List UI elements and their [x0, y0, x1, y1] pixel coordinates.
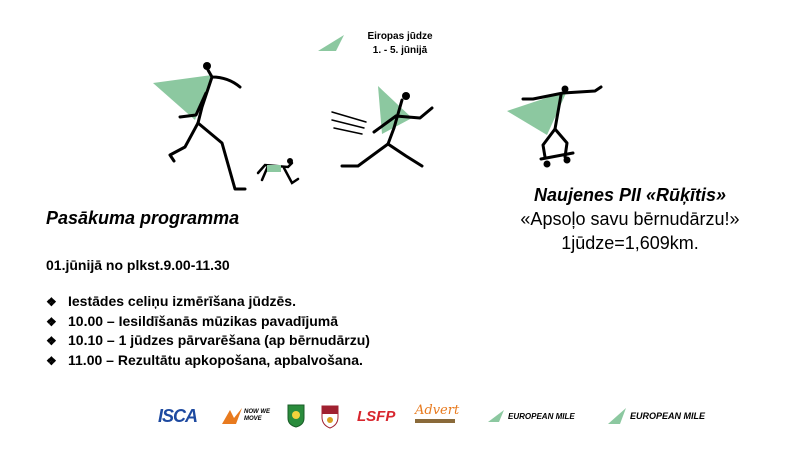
european-mile-logo-text: EUROPEAN MILE	[630, 411, 706, 421]
municipality-coat-of-arms	[287, 403, 305, 429]
diamond-bullet-icon: ❖	[46, 295, 57, 309]
european-mile-triangle-icon	[316, 33, 346, 53]
diamond-bullet-icon: ❖	[46, 314, 57, 329]
list-item	[46, 331, 370, 351]
isca-logo-text: ISCA	[158, 405, 198, 426]
runner-with-dog-illustration	[150, 55, 305, 195]
european-mile-logo-2	[607, 403, 705, 429]
program-list	[46, 292, 370, 370]
latvia-coat-of-arms	[318, 403, 342, 429]
event-title-line2: 1. - 5. jūnijā	[372, 45, 428, 56]
list-item	[46, 351, 370, 371]
european-mile-logo-text: EUROPEAN MILE	[508, 411, 575, 421]
list-item-text: 10.00 – Iesildīšanās mūzikas pavadījumā	[68, 312, 339, 329]
program-date-line: 01.jūnijā no plkst.9.00-11.30	[46, 257, 230, 273]
advert-logo	[415, 403, 459, 429]
european-mile-triangle-icon	[607, 407, 627, 425]
lsfp-logo	[357, 403, 395, 429]
list-item-text: Iestādes celiņu izmērīšana jūdzēs.	[68, 293, 296, 309]
kindergarten-block	[480, 183, 780, 255]
advert-underline	[415, 419, 455, 423]
now-we-move-mark-icon	[222, 408, 242, 424]
list-item	[46, 312, 370, 332]
latvia-crest-icon	[318, 403, 342, 429]
kindergarten-name: Naujenes PII «Rūķītis»	[533, 185, 727, 205]
list-item-text: 10.10 – 1 jūdzes pārvarēšana (ap bērnudārzu)	[68, 332, 370, 348]
isca-logo	[158, 403, 197, 429]
now-we-move-logo-text: NOW WE MOVE	[244, 409, 270, 422]
sprinter-illustration	[330, 82, 445, 174]
diamond-bullet-icon: ❖	[46, 353, 57, 368]
list-item	[46, 292, 370, 312]
coat-of-arms-shield-icon	[287, 404, 305, 428]
european-mile-triangle-icon	[487, 409, 505, 423]
european-mile-logo-1	[487, 403, 575, 429]
mile-conversion: 1jūdze=1,609km.	[561, 233, 699, 253]
kindergarten-slogan: «Apsoļo savu bērnudārzu!»	[520, 209, 740, 229]
lsfp-logo-text: LSFP	[357, 407, 396, 425]
skateboarder-illustration	[505, 85, 615, 175]
list-item-text: 11.00 – Rezultātu apkopošana, apbalvošana.	[68, 351, 363, 368]
event-title	[345, 30, 455, 58]
now-we-move-logo	[222, 403, 278, 429]
program-heading: Pasākuma programma	[46, 208, 240, 228]
diamond-bullet-icon: ❖	[46, 334, 57, 348]
event-title-line1: Eiropas jūdze	[367, 31, 433, 42]
advert-logo-text: Advert	[415, 403, 460, 418]
